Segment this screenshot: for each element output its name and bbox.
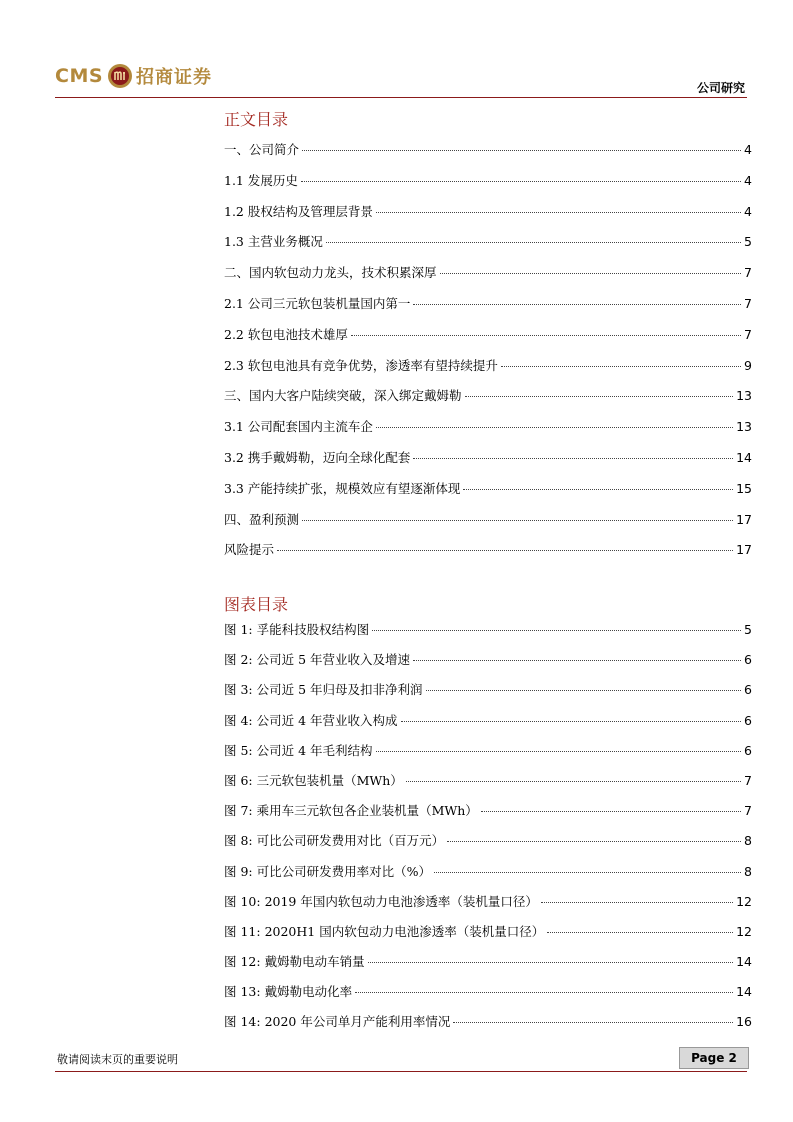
dot-leader <box>302 520 733 521</box>
toc-entry-page-number: 7 <box>744 295 752 311</box>
toc-entry[interactable] <box>224 512 752 543</box>
dot-leader <box>426 690 742 691</box>
toc-entry-page-number: 17 <box>736 542 752 558</box>
toc-entry-label: 二、国内软包动力龙头，技术积累深厚 <box>224 265 437 281</box>
toc-entry-page-number: 4 <box>744 142 752 157</box>
page-header <box>55 58 747 98</box>
dot-leader <box>401 721 742 722</box>
figure-entry[interactable] <box>224 652 752 682</box>
figure-entry-page-number: 5 <box>744 622 752 637</box>
figure-entry-page-number: 7 <box>744 772 752 788</box>
toc-entry[interactable] <box>224 481 752 512</box>
dot-leader <box>413 458 733 459</box>
logo-latin-text: CMS <box>55 65 104 87</box>
figure-entry-page-number: 6 <box>744 742 752 758</box>
toc-entry-label: 2.3 软包电池具有竞争优势，渗透率有望持续提升 <box>224 357 498 373</box>
dot-leader <box>376 427 733 428</box>
toc-entry-page-number: 4 <box>744 172 752 188</box>
dot-leader <box>355 992 733 993</box>
toc-entry-label: 3.3 产能持续扩张，规模效应有望逐渐体现 <box>224 480 461 496</box>
toc-entry[interactable] <box>224 450 752 481</box>
toc-entry-label: 三、国内大客户陆续突破，深入绑定戴姆勒 <box>224 388 462 404</box>
dot-leader <box>413 660 741 661</box>
toc-entry[interactable] <box>224 296 752 327</box>
list-of-figures <box>224 622 752 1045</box>
figure-entry[interactable] <box>224 682 752 712</box>
toc-entry[interactable] <box>224 173 752 204</box>
toc-entry-label: 2.2 软包电池技术雄厚 <box>224 326 348 342</box>
figure-entry-page-number: 8 <box>744 833 752 849</box>
dot-leader <box>301 181 741 182</box>
footer-disclaimer: 敬请阅读末页的重要说明 <box>57 1053 178 1066</box>
figure-entry-label: 图 10: 2019 年国内软包动力电池渗透率（装机量口径） <box>224 893 538 909</box>
figure-entry-label: 图 4: 公司近 4 年营业收入构成 <box>224 712 398 728</box>
dot-leader <box>326 242 741 243</box>
figure-entry-page-number: 14 <box>736 984 752 1000</box>
figure-entry[interactable] <box>224 1014 752 1044</box>
figure-entry[interactable] <box>224 803 752 833</box>
figure-entry-page-number: 12 <box>736 923 752 939</box>
toc-entry[interactable] <box>224 142 752 173</box>
toc-entry-label: 2.1 公司三元软包装机量国内第一 <box>224 295 411 311</box>
toc-entry[interactable] <box>224 265 752 296</box>
dot-leader <box>465 396 734 397</box>
figure-entry-label: 图 5: 公司近 4 年毛利结构 <box>224 742 373 758</box>
figure-entry-page-number: 8 <box>744 863 752 879</box>
dot-leader <box>368 962 734 963</box>
figure-entry[interactable] <box>224 743 752 773</box>
figure-entry[interactable] <box>224 924 752 954</box>
toc-entry-page-number: 7 <box>744 265 752 281</box>
toc-entry-page-number: 14 <box>736 449 752 465</box>
header-divider <box>55 97 747 98</box>
figure-entry-label: 图 13: 戴姆勒电动化率 <box>224 984 353 1000</box>
toc-entry-label: 1.1 发展历史 <box>224 172 298 188</box>
toc-entry[interactable] <box>224 327 752 358</box>
figure-entry-label: 图 8: 可比公司研发费用对比（百万元） <box>224 833 445 849</box>
toc-entry-label: 1.3 主营业务概况 <box>224 234 323 250</box>
toc-entry-page-number: 9 <box>744 357 752 373</box>
figure-entry-label: 图 6: 三元软包装机量（MWh） <box>224 772 403 788</box>
figure-entry-label: 图 9: 可比公司研发费用率对比（%） <box>224 863 431 879</box>
dot-leader <box>413 304 741 305</box>
figure-entry-page-number: 7 <box>744 803 752 819</box>
dot-leader <box>447 841 741 842</box>
toc-entry-page-number: 7 <box>744 326 752 342</box>
figure-entry-label: 图 14: 2020 年公司单月产能利用率情况 <box>224 1014 451 1030</box>
dot-leader <box>440 273 742 274</box>
logo-chinese-text: 招商证券 <box>136 67 213 88</box>
dot-leader <box>463 489 733 490</box>
figure-entry-page-number: 6 <box>744 652 752 668</box>
footer-divider <box>55 1071 747 1072</box>
dot-leader <box>434 872 741 873</box>
figure-entry-page-number: 6 <box>744 712 752 728</box>
company-logo <box>55 58 212 94</box>
toc-entry-label: 一、公司简介 <box>224 142 300 157</box>
dot-leader <box>376 751 742 752</box>
figure-entry-label: 图 2: 公司近 5 年营业收入及增速 <box>224 652 411 668</box>
toc-title: 正文目录 <box>224 110 289 129</box>
figure-entry-label: 图 11: 2020H1 国内软包动力电池渗透率（装机量口径） <box>224 923 545 939</box>
figure-entry-page-number: 14 <box>736 954 752 970</box>
figure-entry[interactable] <box>224 713 752 743</box>
toc-entry[interactable] <box>224 419 752 450</box>
dot-leader <box>547 932 733 933</box>
dot-leader <box>376 212 741 213</box>
figure-entry[interactable] <box>224 773 752 803</box>
figure-entry[interactable] <box>224 864 752 894</box>
toc-entry-label: 1.2 股权结构及管理层背景 <box>224 203 373 219</box>
toc-entry[interactable] <box>224 234 752 265</box>
dot-leader <box>406 781 741 782</box>
section-label: 公司研究 <box>696 81 745 95</box>
toc-entry-page-number: 15 <box>736 480 752 496</box>
toc-entry-label: 风险提示 <box>224 542 275 558</box>
table-of-contents <box>224 142 752 573</box>
toc-entry[interactable] <box>224 542 752 573</box>
figure-entry[interactable] <box>224 894 752 924</box>
figure-entry-page-number: 12 <box>736 893 752 909</box>
toc-entry-label: 3.1 公司配套国内主流车企 <box>224 419 373 435</box>
toc-entry-page-number: 4 <box>744 203 752 219</box>
figures-title: 图表目录 <box>224 595 289 614</box>
toc-entry[interactable] <box>224 204 752 235</box>
dot-leader <box>277 550 733 551</box>
toc-entry-page-number: 13 <box>736 388 752 404</box>
dot-leader <box>541 902 733 903</box>
dot-leader <box>372 630 741 631</box>
toc-entry[interactable] <box>224 388 752 419</box>
figure-entry[interactable] <box>224 833 752 863</box>
toc-entry-label: 四、盈利预测 <box>224 511 300 527</box>
figure-entry-label: 图 1: 孚能科技股权结构图 <box>224 622 370 637</box>
dot-leader <box>302 150 741 151</box>
dot-leader <box>481 811 741 812</box>
toc-entry-page-number: 17 <box>736 511 752 527</box>
toc-entry[interactable] <box>224 358 752 389</box>
figure-entry-page-number: 6 <box>744 682 752 698</box>
figure-entry-page-number: 16 <box>736 1014 752 1030</box>
figure-entry[interactable] <box>224 622 752 652</box>
figure-entry-label: 图 3: 公司近 5 年归母及扣非净利润 <box>224 682 423 698</box>
figure-entry[interactable] <box>224 984 752 1014</box>
dot-leader <box>453 1022 733 1023</box>
toc-entry-page-number: 5 <box>744 234 752 250</box>
dot-leader <box>351 335 741 336</box>
logo-emblem-icon <box>107 63 133 89</box>
figure-entry[interactable] <box>224 954 752 984</box>
figure-entry-label: 图 7: 乘用车三元软包各企业装机量（MWh） <box>224 803 478 819</box>
toc-entry-label: 3.2 携手戴姆勒，迈向全球化配套 <box>224 449 411 465</box>
toc-entry-page-number: 13 <box>736 419 752 435</box>
page-number-badge: Page 2 <box>679 1047 749 1069</box>
figure-entry-label: 图 12: 戴姆勒电动车销量 <box>224 954 365 970</box>
dot-leader <box>501 366 741 367</box>
